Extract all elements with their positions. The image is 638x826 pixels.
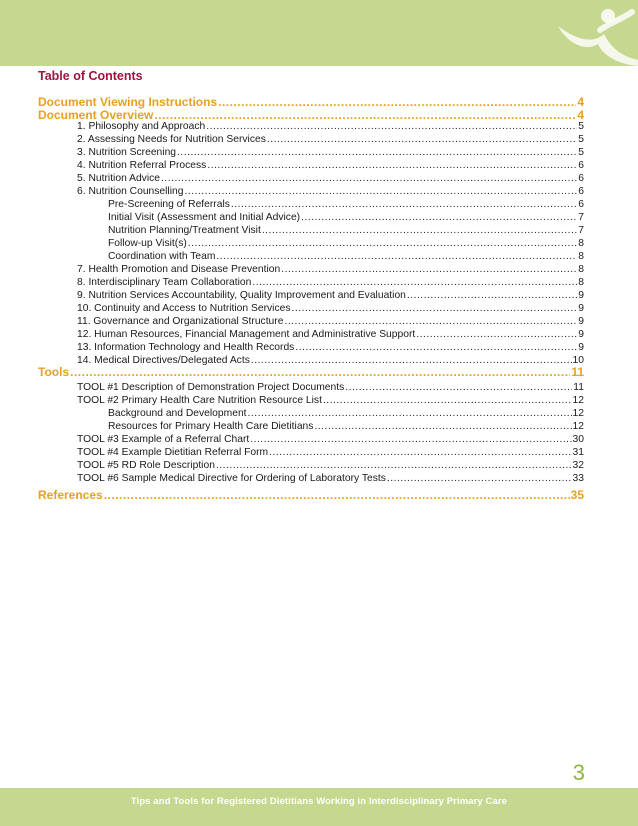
toc-entry-level-3[interactable]	[108, 225, 584, 237]
toc-entry-page: 8	[578, 264, 584, 275]
toc-entry-title: 6. Nutrition Counselling	[77, 186, 184, 197]
toc-entry-page: 7	[578, 212, 584, 223]
toc-entry-title: Background and Development	[108, 408, 247, 419]
toc-entry-level-3[interactable]	[108, 238, 584, 250]
toc-entry-page: 32	[572, 460, 584, 471]
dot-leader	[267, 134, 577, 146]
toc-entry-level-1[interactable]	[38, 488, 584, 502]
toc-entry-level-2[interactable]	[77, 173, 584, 185]
toc-entry-level-2[interactable]	[77, 447, 584, 459]
toc-entry-title: TOOL #3 Example of a Referral Chart	[77, 434, 250, 445]
dot-leader	[231, 199, 577, 211]
page-title: Table of Contents	[38, 69, 143, 83]
person-logo-icon	[528, 0, 638, 66]
toc-entry-title: TOOL #2 Primary Health Care Nutrition Resource List	[77, 395, 322, 406]
toc-entry-page: 5	[578, 134, 584, 145]
toc-entry-level-2[interactable]	[77, 395, 584, 407]
toc-entry-page: 6	[578, 173, 584, 184]
toc-entry-title: Nutrition Planning/Treatment Visit	[108, 225, 261, 236]
dot-leader	[218, 95, 576, 109]
dot-leader	[407, 290, 577, 302]
dot-leader	[161, 173, 577, 185]
toc-entry-title: 14. Medical Directives/Delegated Acts	[77, 355, 250, 366]
dot-leader	[323, 395, 572, 407]
dot-leader	[216, 460, 572, 472]
toc-entry-page: 33	[572, 473, 584, 484]
dot-leader	[70, 365, 570, 379]
toc-entry-title: 3. Nutrition Screening	[77, 147, 177, 158]
toc-entry-level-2[interactable]	[77, 186, 584, 198]
toc-entry-title: 9. Nutrition Services Accountability, Quality Improvement and Evaluation	[77, 290, 406, 301]
dot-leader	[184, 186, 577, 198]
dot-leader	[284, 316, 577, 328]
toc-entry-title: References	[38, 488, 103, 502]
dot-leader	[387, 473, 572, 485]
toc-entry-title: Coordination with Team	[108, 251, 216, 262]
toc-entry-page: 9	[578, 303, 584, 314]
dot-leader	[104, 488, 570, 502]
toc-entry-page: 11	[571, 365, 584, 379]
toc-entry-level-1[interactable]	[38, 108, 584, 122]
toc-entry-title: Pre-Screening of Referrals	[108, 199, 230, 210]
toc-entry-page: 35	[570, 488, 584, 502]
toc-entry-title: Document Viewing Instructions	[38, 95, 218, 109]
toc-entry-title: 7. Health Promotion and Disease Prevention	[77, 264, 281, 275]
toc-entry-page: 6	[578, 160, 584, 171]
toc-entry-level-2[interactable]	[77, 147, 584, 159]
footer-band	[0, 788, 638, 826]
dot-leader	[188, 238, 577, 250]
toc-entry-title: TOOL #5 RD Role Description	[77, 460, 215, 471]
toc-entry-page: 12	[572, 408, 584, 419]
toc-entry-title: Tools	[38, 365, 70, 379]
toc-entry-level-2[interactable]	[77, 160, 584, 172]
dot-leader	[345, 382, 572, 394]
toc-entry-page: 6	[578, 199, 584, 210]
toc-entry-title: TOOL #1 Description of Demonstration Project Documents	[77, 382, 345, 393]
toc-entry-page: 11	[573, 382, 584, 393]
footer-text: Tips and Tools for Registered Dietitians Working in Interdisciplinary Primary Care	[130, 796, 508, 807]
toc-entry-page: 9	[578, 316, 584, 327]
toc-entry-title: 11. Governance and Organizational Structure	[77, 316, 284, 327]
toc-entry-level-2[interactable]	[77, 382, 584, 394]
toc-entry-page: 5	[578, 121, 584, 132]
toc-entry-level-2[interactable]	[77, 121, 584, 133]
toc-entry-title: TOOL #4 Example Dietitian Referral Form	[77, 447, 269, 458]
toc-entry-page: 12	[572, 395, 584, 406]
toc-entry-title: 10. Continuity and Access to Nutrition Services	[77, 303, 291, 314]
toc-entry-level-2[interactable]	[77, 303, 584, 315]
toc-entry-page: 9	[578, 342, 584, 353]
dot-leader	[206, 121, 577, 133]
page-number: 3	[572, 760, 585, 785]
toc-entry-level-2[interactable]	[77, 473, 584, 485]
toc-entry-page: 8	[578, 277, 584, 288]
toc-entry-title: 4. Nutrition Referral Process	[77, 160, 207, 171]
toc-entry-title: Resources for Primary Health Care Dietitians	[108, 421, 314, 432]
toc-entry-title: TOOL #6 Sample Medical Directive for Ordering of Laboratory Tests	[77, 473, 386, 484]
toc-entry-level-1[interactable]	[38, 365, 584, 379]
toc-entry-level-3[interactable]	[108, 408, 584, 420]
toc-entry-page: 31	[572, 447, 584, 458]
toc-entry-title: Follow-up Visit(s)	[108, 238, 187, 249]
dot-leader	[301, 212, 577, 224]
toc-entry-level-2[interactable]	[77, 290, 584, 302]
toc-entry-page: 5	[578, 147, 584, 158]
dot-leader	[177, 147, 577, 159]
dot-leader	[262, 225, 577, 237]
toc-entry-page: 8	[578, 251, 584, 262]
toc-entry-title: 13. Information Technology and Health Records	[77, 342, 295, 353]
toc-entry-page: 9	[578, 290, 584, 301]
toc-entry-page: 6	[578, 186, 584, 197]
toc-entry-level-2[interactable]	[77, 277, 584, 289]
toc-entry-title: 12. Human Resources, Financial Management and Administrative Support	[77, 329, 416, 340]
toc-entry-page: 30	[572, 434, 584, 445]
dot-leader	[314, 421, 571, 433]
dot-leader	[416, 329, 577, 341]
toc-entry-level-2[interactable]	[77, 316, 584, 328]
toc-entry-level-2[interactable]	[77, 460, 584, 472]
toc-entry-level-2[interactable]	[77, 264, 584, 276]
toc-entry-level-3[interactable]	[108, 212, 584, 224]
header-band	[0, 0, 638, 66]
toc-entry-level-2[interactable]	[77, 342, 584, 354]
dot-leader	[216, 251, 577, 263]
dot-leader	[248, 408, 572, 420]
toc-entry-level-3[interactable]	[108, 199, 584, 211]
dot-leader	[250, 434, 571, 446]
toc-entry-level-2[interactable]	[77, 329, 584, 341]
toc-entry-level-1[interactable]	[38, 95, 584, 109]
toc-entry-title: Document Overview	[38, 108, 154, 122]
dot-leader	[291, 303, 577, 315]
toc-entry-title: 5. Nutrition Advice	[77, 173, 160, 184]
toc-entry-page: 4	[577, 108, 584, 122]
toc-entry-title: 8. Interdisciplinary Team Collaboration	[77, 277, 252, 288]
dot-leader	[154, 108, 576, 122]
dot-leader	[207, 160, 577, 172]
toc-entry-page: 8	[578, 238, 584, 249]
toc-entry-level-2[interactable]	[77, 134, 584, 146]
dot-leader	[281, 264, 577, 276]
toc-entry-level-3[interactable]	[108, 251, 584, 263]
dot-leader	[252, 277, 577, 289]
toc-entry-page: 12	[572, 421, 584, 432]
toc-entry-page: 7	[578, 225, 584, 236]
toc-entry-title: 2. Assessing Needs for Nutrition Services	[77, 134, 266, 145]
dot-leader	[269, 447, 571, 459]
toc-entry-title: 1. Philosophy and Approach	[77, 121, 206, 132]
toc-entry-page: 10	[572, 355, 584, 366]
toc-entry-level-2[interactable]	[77, 434, 584, 446]
toc-entry-title: Initial Visit (Assessment and Initial Advice)	[108, 212, 301, 223]
toc-entry-page: 4	[577, 95, 584, 109]
toc-entry-page: 9	[578, 329, 584, 340]
toc-entry-level-3[interactable]	[108, 421, 584, 433]
dot-leader	[295, 342, 577, 354]
